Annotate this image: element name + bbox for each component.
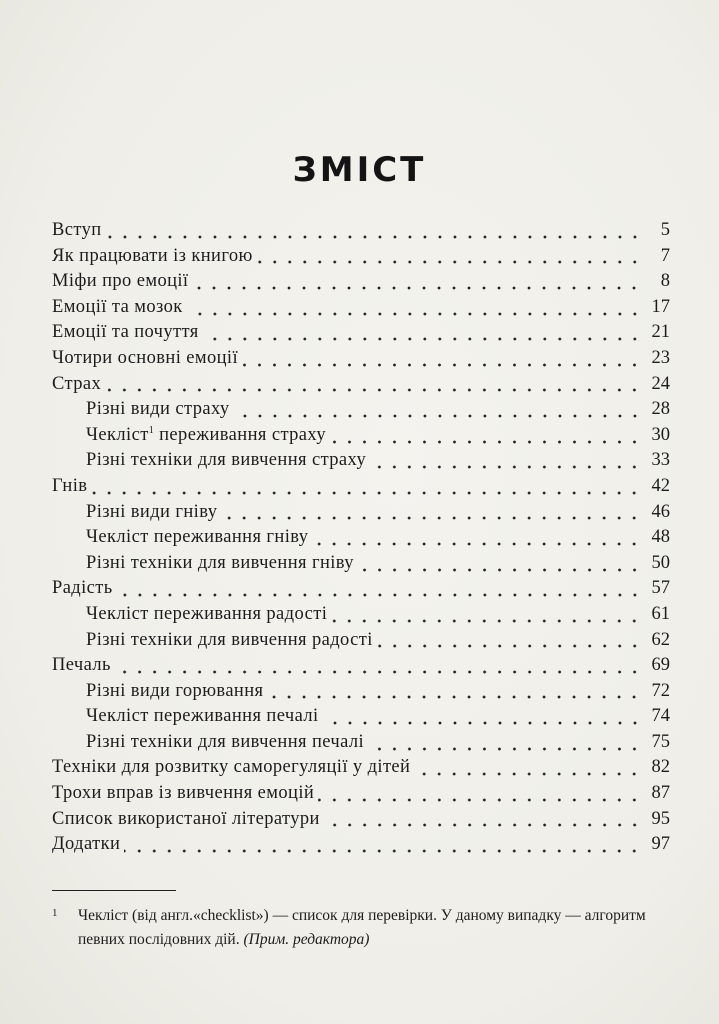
toc-entry	[52, 653, 670, 679]
footnote-editor-note: (Прим. редактора)	[243, 931, 370, 948]
dot-leader	[414, 772, 642, 776]
toc-entry-title-text: Страх	[52, 373, 102, 394]
toc-page-number: 97	[651, 834, 670, 855]
toc-entry-title-text: Печаль	[52, 655, 111, 676]
toc-entry	[52, 346, 670, 372]
toc-entry-title	[86, 704, 319, 730]
dot-leader	[330, 440, 642, 444]
toc-page-number: 48	[651, 527, 670, 548]
dot-leader	[377, 644, 642, 648]
toc-page-number: 95	[651, 808, 670, 829]
toc-entry-title	[52, 781, 314, 807]
toc-entry-title-text: Чотири основні емоції	[52, 347, 239, 368]
toc-entry-title	[52, 269, 188, 295]
toc-entry-title	[52, 346, 238, 372]
toc-entry-title	[52, 372, 101, 398]
toc-entry-title-text: Різні види страху	[86, 399, 230, 420]
toc-entry-title-text: Різні види горювання	[86, 680, 264, 701]
toc-entry	[52, 832, 670, 858]
toc-page-number: 46	[651, 501, 670, 522]
footnote-text-block	[52, 904, 672, 952]
toc-entry-title	[52, 474, 87, 500]
dot-leader	[318, 798, 642, 802]
toc-subentry	[52, 704, 670, 730]
toc-subentry	[52, 551, 670, 577]
dot-leader	[312, 542, 642, 546]
page-title: ЗМІСТ	[292, 150, 427, 190]
toc-entry-title-text: Різні техніки для вивчення гніву	[86, 552, 354, 573]
toc-page-number: 17	[651, 296, 670, 317]
dot-leader	[368, 747, 642, 751]
toc-entry-title-text: Техніки для розвитку саморегуляції у дітей	[52, 757, 411, 778]
toc-page-number: 7	[660, 245, 670, 266]
toc-entry	[52, 781, 670, 807]
dot-leader	[323, 721, 642, 725]
toc-entry-title	[86, 423, 326, 449]
toc-entry	[52, 755, 670, 781]
toc-entry	[52, 320, 670, 346]
toc-entry-title	[86, 602, 327, 628]
toc-entry-title-text: Різні види гніву	[86, 501, 218, 522]
toc-entry-title	[52, 755, 410, 781]
toc-page-number: 24	[651, 373, 670, 394]
toc-page-number: 30	[651, 424, 670, 445]
dot-leader	[257, 260, 642, 264]
toc-entry-title	[52, 653, 111, 679]
toc-page-number: 28	[651, 399, 670, 420]
toc-entry-title-text: Трохи вправ із вивчення емоцій	[52, 783, 315, 804]
toc-subentry	[52, 628, 670, 654]
toc-subentry	[52, 500, 670, 526]
dot-leader	[124, 849, 642, 853]
toc-page-number: 69	[651, 655, 670, 676]
footnote-marker: 1	[52, 907, 58, 919]
toc-entry-title	[52, 295, 183, 321]
toc-entry-title	[86, 525, 308, 551]
toc-subentry	[52, 730, 670, 756]
dot-leader	[370, 465, 642, 469]
toc-entry-title	[52, 320, 199, 346]
toc-entry-title-text: Різні техніки для вивчення страху	[86, 450, 367, 471]
toc-entry-title	[86, 448, 366, 474]
table-of-contents	[52, 218, 670, 858]
footnote-divider	[52, 890, 176, 891]
dot-leader	[267, 695, 642, 699]
toc-entry-title-text: Додатки	[52, 834, 121, 855]
toc-entry-title-text: Список використаної літератури	[52, 808, 320, 829]
toc-entry-title-text: Чекліст переживання радості	[86, 603, 328, 624]
dot-leader	[187, 312, 642, 316]
toc-entry-title-text: Гнів	[52, 475, 88, 496]
toc-entry-title	[86, 500, 217, 526]
toc-entry-title	[86, 730, 364, 756]
dot-leader	[358, 568, 642, 572]
toc-subentry	[52, 448, 670, 474]
dot-leader	[203, 337, 642, 341]
toc-entry	[52, 218, 670, 244]
toc-entry-title-text: Чекліст переживання печалі	[86, 706, 319, 727]
toc-entry-title	[86, 679, 263, 705]
toc-entry-title	[52, 218, 102, 244]
toc-page-number: 74	[651, 706, 670, 727]
toc-page-number: 61	[651, 603, 670, 624]
dot-leader	[91, 491, 642, 495]
toc-page-number: 23	[651, 347, 670, 368]
toc-entry-title	[52, 576, 113, 602]
toc-subentry	[52, 397, 670, 423]
toc-entry-title-text: Емоції та мозок	[52, 296, 183, 317]
footnote-reference: 1	[148, 424, 155, 436]
toc-entry	[52, 807, 670, 833]
toc-subentry	[52, 679, 670, 705]
toc-entry	[52, 576, 670, 602]
toc-entry-title	[52, 244, 253, 270]
dot-leader	[105, 388, 642, 392]
toc-entry-title-text: Як працювати із книгою	[52, 245, 253, 266]
toc-entry	[52, 269, 670, 295]
dot-leader	[324, 823, 642, 827]
toc-page-number: 8	[660, 271, 670, 292]
toc-subentry	[52, 602, 670, 628]
toc-entry-title	[86, 551, 354, 577]
toc-entry-title-text: Різні техніки для вивчення печалі	[86, 731, 365, 752]
toc-page-number: 21	[651, 322, 670, 343]
dot-leader	[234, 414, 642, 418]
toc-entry-title-text: Різні техніки для вивчення радості	[86, 629, 373, 650]
dot-leader	[221, 516, 642, 520]
toc-page-number: 75	[651, 731, 670, 752]
toc-entry-title-text: Вступ	[52, 220, 102, 240]
toc-page-number: 82	[651, 757, 670, 778]
toc-entry	[52, 372, 670, 398]
toc-page-number: 72	[651, 680, 670, 701]
dot-leader	[106, 235, 642, 239]
dot-leader	[192, 286, 642, 290]
toc-page-number: 5	[660, 220, 670, 240]
toc-entry-title-text: Чекліст	[86, 424, 149, 445]
toc-entry-title-text: Міфи про емоції	[52, 271, 189, 292]
dot-leader	[115, 670, 642, 674]
dot-leader	[242, 363, 642, 367]
toc-entry	[52, 474, 670, 500]
toc-page-number: 87	[651, 783, 670, 804]
toc-page-number: 57	[651, 578, 670, 599]
dot-leader	[117, 593, 642, 597]
toc-entry-title-text: Радість	[52, 578, 113, 599]
toc-entry-title-text: Емоції та почуття	[52, 322, 199, 343]
toc-entry-title	[86, 397, 230, 423]
toc-page-number: 50	[651, 552, 670, 573]
toc-subentry	[52, 525, 670, 551]
toc-subentry	[52, 423, 670, 449]
toc-page-number: 42	[651, 475, 670, 496]
footnote	[52, 904, 672, 952]
footnote-text: Чекліст (від англ.«checklist») — список для перевірки. У даному випадку — алгоритм певних послідовних дій.	[78, 907, 646, 948]
toc-page-number: 62	[651, 629, 670, 650]
toc-entry	[52, 295, 670, 321]
toc-entry-title-text: Чекліст переживання гніву	[86, 527, 309, 548]
toc-entry	[52, 244, 670, 270]
toc-entry-title-rest: переживання страху	[154, 424, 327, 445]
toc-page-number: 33	[651, 450, 670, 471]
toc-entry-title	[86, 628, 373, 654]
toc-entry-title	[52, 807, 320, 833]
dot-leader	[331, 619, 642, 623]
toc-entry-title	[52, 832, 120, 858]
